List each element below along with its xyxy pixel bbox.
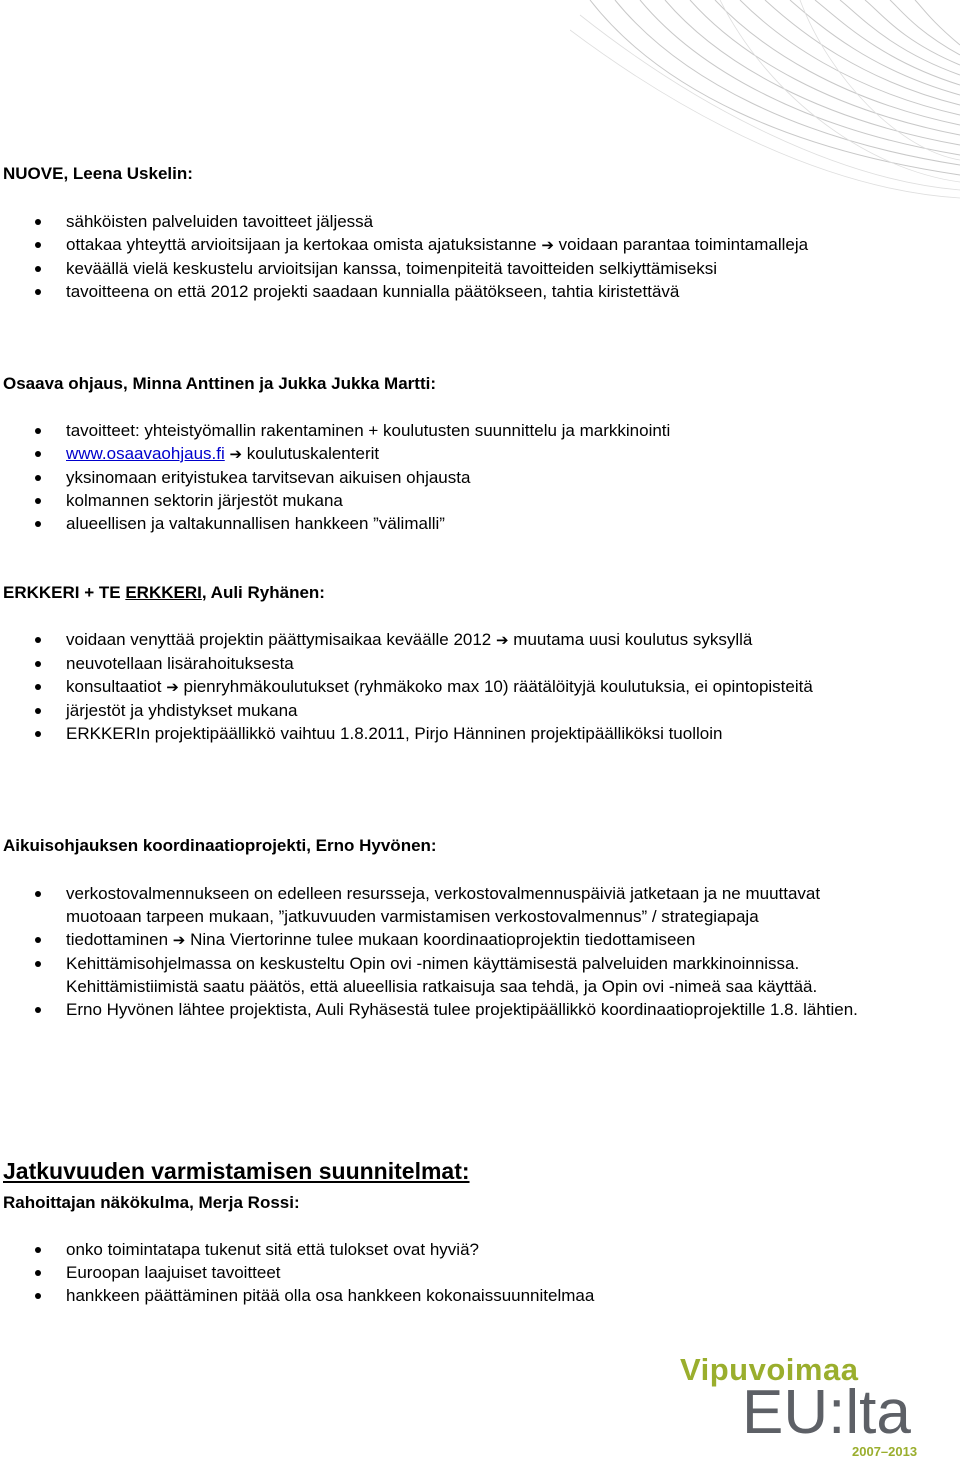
vipuvoimaa-logo bbox=[680, 1352, 920, 1462]
list-item: neuvotellaan lisärahoituksesta bbox=[0, 652, 900, 675]
bullet-list-nuove bbox=[0, 210, 900, 303]
list-item: järjestöt ja yhdistykset mukana bbox=[0, 699, 900, 722]
list-item: kolmannen sektorin järjestöt mukana bbox=[0, 489, 900, 512]
section-title-nuove: NUOVE, Leena Uskelin: bbox=[3, 164, 193, 183]
decorative-swirl-graphic bbox=[570, 0, 960, 200]
list-item: Euroopan laajuiset tavoitteet bbox=[0, 1261, 900, 1284]
list-item: Erno Hyvönen lähtee projektista, Auli Ryhäsestä tulee projektipäällikkö koordinaatioprojektille 1.8. lähtien. bbox=[0, 998, 900, 1021]
list-item: tavoitteet: yhteistyömallin rakentaminen + koulutusten suunnittelu ja markkinointi bbox=[0, 419, 900, 442]
bullet-list-osaava bbox=[0, 419, 900, 535]
right-arrow-icon: ➔ bbox=[229, 445, 243, 463]
list-item: www.osaavaohjaus.fi ➔ koulutuskalenterit bbox=[0, 442, 900, 466]
bullet-list-erkkeri bbox=[0, 628, 900, 745]
section-subtitle-rahoittaja: Rahoittajan näkökulma, Merja Rossi: bbox=[3, 1193, 300, 1212]
list-item: voidaan venyttää projektin päättymisaikaa keväälle 2012 ➔ muutama uusi koulutus syksyllä bbox=[0, 628, 900, 652]
bullet-list-aikuisohjaus bbox=[0, 882, 900, 1021]
list-item: verkostovalmennukseen on edelleen resursseja, verkostovalmennuspäiviä jatketaan ja ne muuttavat muotoaan tarpeen mukaan, ”jatkuvuuden varmistamisen verkostovalmennus” / strategiapaja bbox=[0, 882, 900, 928]
logo-line2: EU:lta bbox=[742, 1378, 911, 1447]
right-arrow-icon: ➔ bbox=[496, 631, 509, 649]
section-title-osaava: Osaava ohjaus, Minna Anttinen ja Jukka Jukka Martti: bbox=[3, 374, 436, 393]
list-item: tiedottaminen ➔ Nina Viertorinne tulee mukaan koordinaatioprojektin tiedottamiseen bbox=[0, 928, 900, 952]
logo-years: 2007–2013 bbox=[852, 1444, 918, 1459]
right-arrow-icon: ➔ bbox=[541, 236, 554, 254]
section-title-aikuisohjaus: Aikuisohjauksen koordinaatioprojekti, Erno Hyvönen: bbox=[3, 836, 437, 855]
list-item: sähköisten palveluiden tavoitteet jäljessä bbox=[0, 210, 900, 233]
list-item: onko toimintatapa tukenut sitä että tulokset ovat hyviä? bbox=[0, 1238, 900, 1261]
list-item: keväällä vielä keskustelu arvioitsijan kanssa, toimenpiteitä tavoitteiden selkiyttämiseksi bbox=[0, 257, 900, 280]
list-item: tavoitteena on että 2012 projekti saadaan kunnialla päätökseen, tahtia kiristettävä bbox=[0, 280, 900, 303]
list-item: konsultaatiot ➔ pienryhmäkoulutukset (ryhmäkoko max 10) räätälöityjä koulutuksia, ei opintopisteitä bbox=[0, 675, 900, 699]
right-arrow-icon: ➔ bbox=[166, 678, 179, 696]
list-item: ottakaa yhteyttä arvioitsijaan ja kertokaa omista ajatuksistanne ➔ voidaan parantaa toimintamalleja bbox=[0, 233, 900, 257]
website-link[interactable]: www.osaavaohjaus.fi bbox=[66, 444, 225, 463]
logo-line1: Vipuvoimaa bbox=[680, 1352, 859, 1387]
right-arrow-icon: ➔ bbox=[172, 931, 186, 949]
section-title-jatkuvuus: Jatkuvuuden varmistamisen suunnitelmat: bbox=[3, 1158, 470, 1184]
list-item: alueellisen ja valtakunnallisen hankkeen ”välimalli” bbox=[0, 512, 900, 535]
list-item: yksinomaan erityistukea tarvitsevan aikuisen ohjausta bbox=[0, 466, 900, 489]
section-title-erkkeri: ERKKERI + TE ERKKERI, Auli Ryhänen: bbox=[3, 583, 325, 602]
list-item: ERKKERIn projektipäällikkö vaihtuu 1.8.2011, Pirjo Hänninen projektipäälliköksi tuolloin bbox=[0, 722, 900, 745]
list-item: hankkeen päättäminen pitää olla osa hankkeen kokonaissuunnitelmaa bbox=[0, 1284, 900, 1307]
list-item: Kehittämisohjelmassa on keskusteltu Opin ovi -nimen käyttämisestä palveluiden markkinoinnissa. Kehittämistiimistä saatu päätös, että alueellisia ratkaisuja saa tehdä, ja Opin ovi -nimeä saa käyttää. bbox=[0, 952, 900, 998]
bullet-list-jatkuvuus bbox=[0, 1238, 900, 1307]
